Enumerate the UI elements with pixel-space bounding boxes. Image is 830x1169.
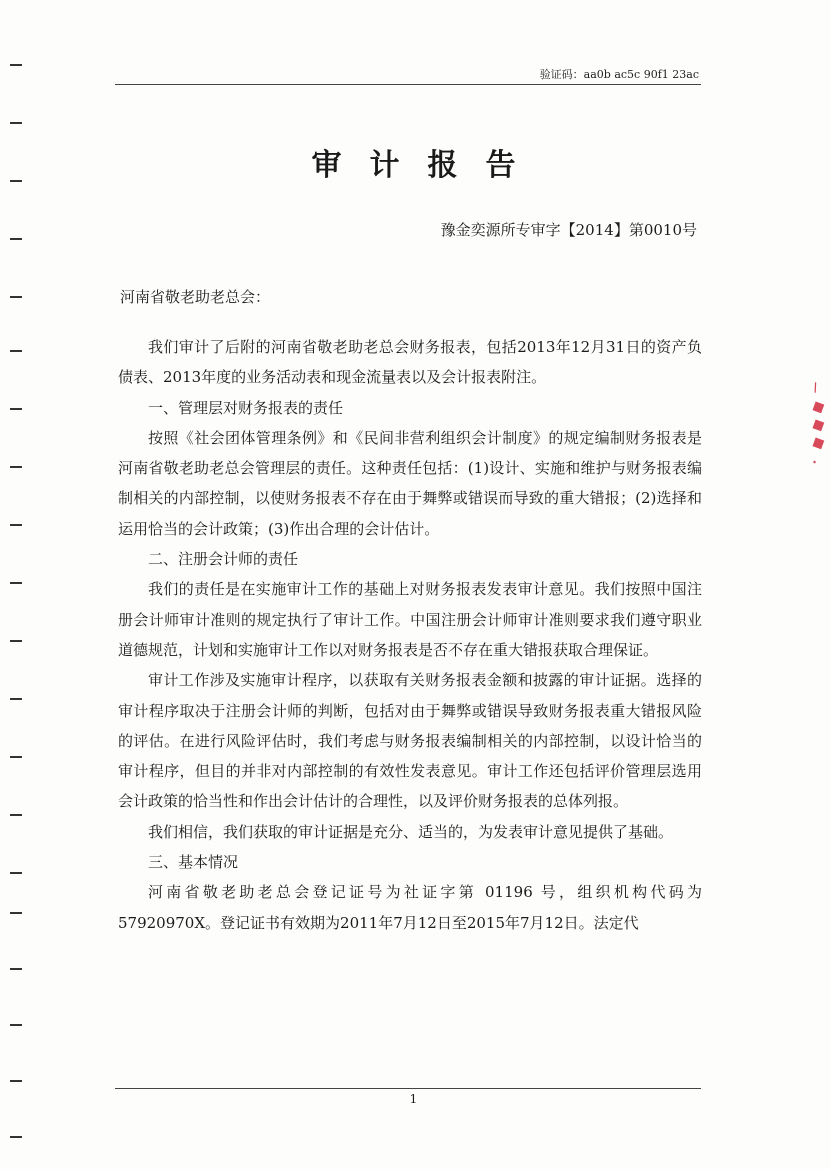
binding-mark bbox=[10, 408, 22, 410]
paragraph: 按照《社会团体管理条例》和《民间非营利组织会计制度》的规定编制财务报表是河南省敬老助老总会管理层的责任。这种责任包括：(1)设计、实施和维护与财务报表编制相关的内部控制，以使财务报表不存在由于舞弊或错误而导致的重大错报；(2)选择和运用恰当的会计政策；(3)作出合理的会计估计。 bbox=[118, 428, 702, 538]
binding-mark bbox=[10, 1080, 22, 1082]
paragraph: 我们相信，我们获取的审计证据是充分、适当的，为发表审计意见提供了基础。 bbox=[148, 822, 674, 841]
section-heading: 一、管理层对财务报表的责任 bbox=[148, 398, 344, 417]
binding-mark bbox=[10, 1136, 22, 1138]
binding-mark bbox=[10, 1024, 22, 1026]
binding-mark bbox=[10, 238, 22, 240]
section-heading: 二、注册会计师的责任 bbox=[148, 550, 299, 569]
paragraph: 我们的责任是在实施审计工作的基础上对财务报表发表审计意见。我们按照中国注册会计师审计准则的规定执行了审计工作。中国注册会计师审计准则要求我们遵守职业道德规范，计划和实施审计工作以对财务报表是否不存在重大错报获取合理保证。 bbox=[118, 580, 702, 659]
binding-mark bbox=[10, 698, 22, 700]
binding-mark bbox=[10, 350, 22, 352]
paragraph: 我们审计了后附的河南省敬老助老总会财务报表，包括2013年12月31日的资产负债表、2013年度的业务活动表和现金流量表以及会计报表附注。 bbox=[118, 338, 702, 387]
binding-mark bbox=[10, 122, 22, 124]
binding-mark bbox=[10, 64, 22, 66]
binding-mark bbox=[10, 466, 22, 468]
report-body bbox=[118, 332, 702, 938]
footer-rule bbox=[115, 1088, 701, 1089]
binding-mark bbox=[10, 524, 22, 526]
paragraph: 河南省敬老助老总会登记证号为社证字第 01196 号，组织机构代码为57920970X。登记证书有效期为2011年7月12日至2015年7月12日。法定代 bbox=[118, 883, 702, 932]
binding-mark bbox=[10, 756, 22, 758]
binding-mark bbox=[10, 912, 22, 914]
binding-mark bbox=[10, 968, 22, 970]
verification-code: 验证码：aa0b ac5c 90f1 23ac bbox=[539, 68, 699, 81]
addressee: 河南省敬老助老总会： bbox=[120, 288, 271, 306]
document-number: 豫金奕源所专审字【2014】第0010号 bbox=[440, 221, 697, 239]
binding-mark bbox=[10, 814, 22, 816]
binding-mark bbox=[10, 296, 22, 298]
seal-stamp-edge: \ ■ ■ ■ . bbox=[811, 380, 827, 467]
page-number: 1 bbox=[409, 1092, 418, 1106]
section-heading: 三、基本情况 bbox=[148, 853, 239, 872]
binding-mark bbox=[10, 582, 22, 584]
binding-mark bbox=[10, 872, 22, 874]
binding-mark bbox=[10, 640, 22, 642]
paragraph: 审计工作涉及实施审计程序，以获取有关财务报表金额和披露的审计证据。选择的审计程序取决于注册会计师的判断，包括对由于舞弊或错误导致财务报表重大错报风险的评估。在进行风险评估时，我们考虑与财务报表编制相关的内部控制，以设计恰当的审计程序，但目的并非对内部控制的有效性发表意见。审计工作还包括评价管理层选用会计政策的恰当性和作出会计估计的合理性，以及评价财务报表的总体列报。 bbox=[118, 671, 702, 811]
header-rule bbox=[115, 84, 701, 85]
report-title: 审计报告 bbox=[311, 148, 544, 183]
